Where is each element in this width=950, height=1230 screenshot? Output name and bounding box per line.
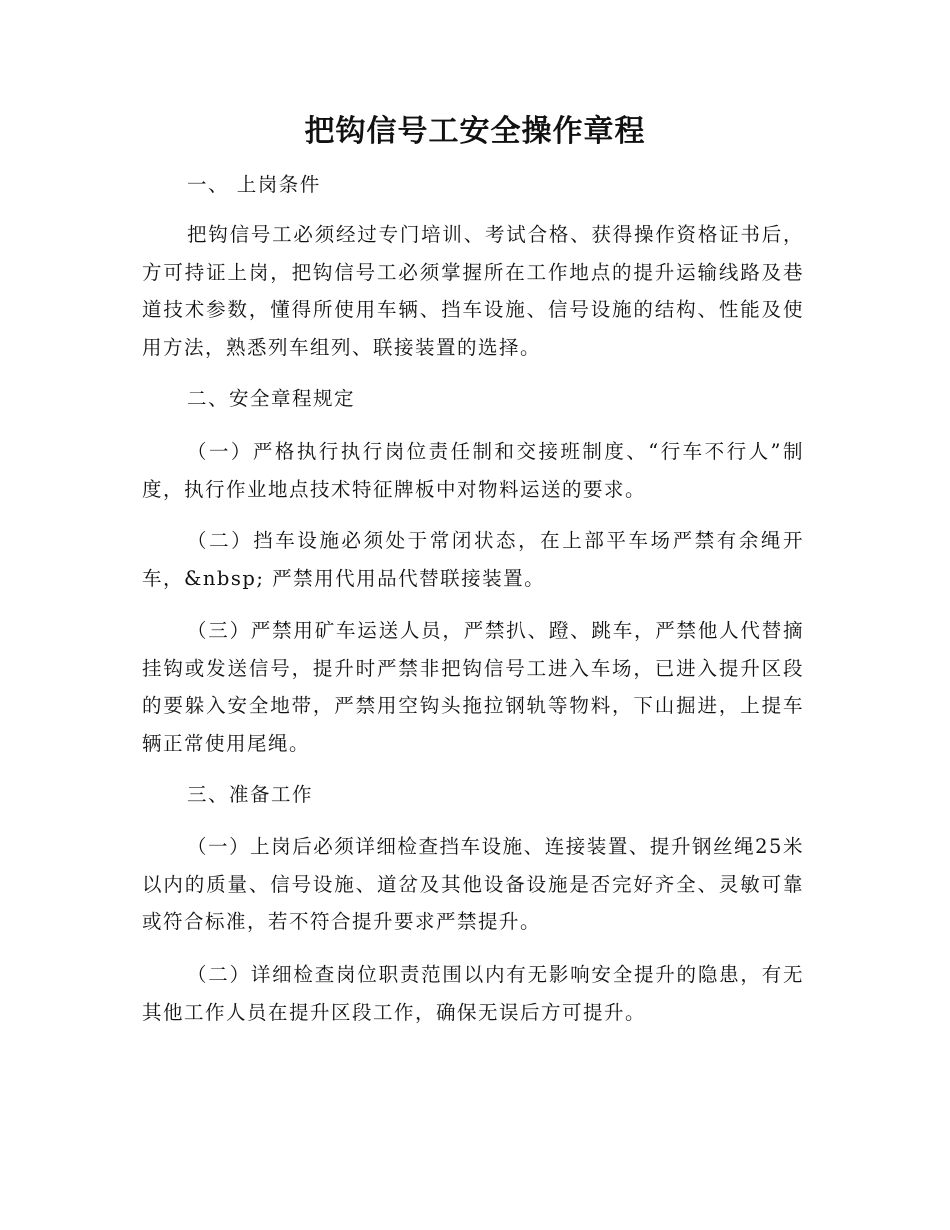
section-heading-1: 一、 上岗条件 [187,173,321,196]
paragraph-rule-1: （一）严格执行执行岗位责任制和交接班制度、“行车不行人”制度，执行作业地点技术特征牌板中对物料运送的要求。 [142,440,804,501]
paragraph-rule-3: （三）严禁用矿车运送人员，严禁扒、蹬、跳车，严禁他人代替摘挂钩或发送信号，提升时严禁非把钩信号工进入车场，已进入提升区段的要躲入安全地带，严禁用空钩头拖拉钢轨等物料，下山掘进，上提车辆正常使用尾绳。 [142,619,804,755]
paragraph-prep-2: （二）详细检查岗位职责范围以内有无影响安全提升的隐患，有无其他工作人员在提升区段工作，确保无误后方可提升。 [142,963,804,1024]
paragraph-rule-2: （二）挡车设施必须处于常闭状态，在上部平车场严禁有余绳开车，&nbsp; 严禁用代用品代替联接装置。 [142,529,804,590]
document-title: 把钩信号工安全操作章程 [304,114,646,149]
section-heading-2: 二、安全章程规定 [187,387,356,410]
section-heading-3: 三、准备工作 [187,783,314,806]
paragraph-prep-1: （一）上岗后必须详细检查挡车设施、连接装置、提升钢丝绳25米以内的质量、信号设施、道岔及其他设备设施是否完好齐全、灵敏可靠或符合标准，若不符合提升要求严禁提升。 [142,835,804,933]
paragraph-qualification: 把钩信号工必须经过专门培训、考试合格、获得操作资格证书后，方可持证上岗，把钩信号工必须掌握所在工作地点的提升运输线路及巷道技术参数，懂得所使用车辆、挡车设施、信号设施的结构、性能及使用方法，熟悉列车组列、联接装置的选择。 [142,223,804,359]
